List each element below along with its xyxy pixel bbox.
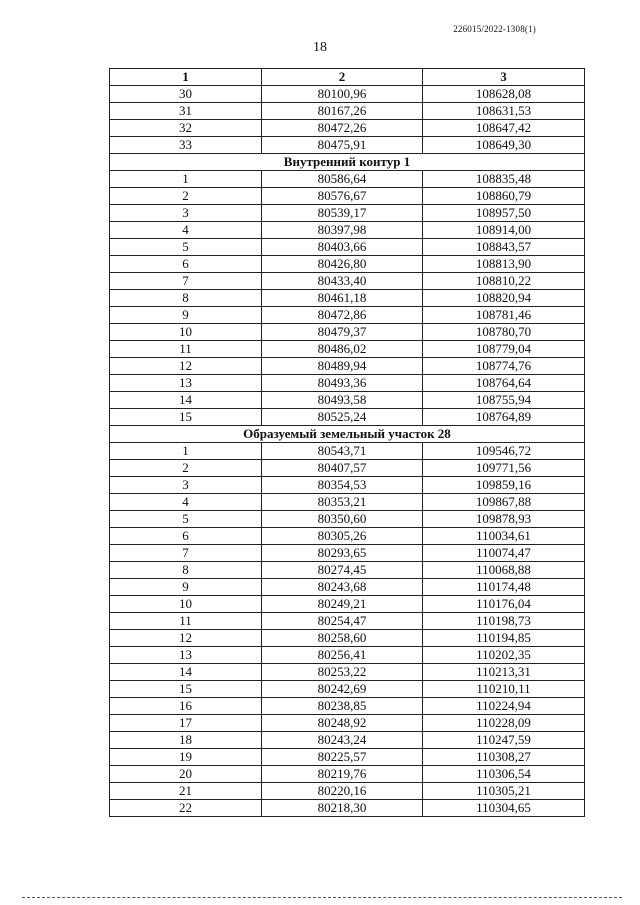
y-coordinate: 110194,85: [423, 630, 585, 647]
x-coordinate: 80243,68: [262, 579, 423, 596]
table-row: [110, 681, 585, 698]
x-coordinate: 80461,18: [262, 290, 423, 307]
table-row: [110, 307, 585, 324]
point-number: 32: [110, 120, 262, 137]
y-coordinate: 108628,08: [423, 86, 585, 103]
point-number: 4: [110, 494, 262, 511]
table-row: [110, 647, 585, 664]
y-coordinate: 110305,21: [423, 783, 585, 800]
point-number: 33: [110, 137, 262, 154]
table-row: [110, 222, 585, 239]
point-number: 1: [110, 443, 262, 460]
page-number: 18: [313, 40, 327, 55]
table-row: [110, 630, 585, 647]
table-row: [110, 392, 585, 409]
y-coordinate: 108647,42: [423, 120, 585, 137]
section-title: Образуемый земельный участок 28: [110, 426, 585, 443]
point-number: 3: [110, 205, 262, 222]
x-coordinate: 80354,53: [262, 477, 423, 494]
y-coordinate: 110304,65: [423, 800, 585, 817]
x-coordinate: 80543,71: [262, 443, 423, 460]
y-coordinate: 110247,59: [423, 732, 585, 749]
point-number: 12: [110, 630, 262, 647]
y-coordinate: 108649,30: [423, 137, 585, 154]
point-number: 1: [110, 171, 262, 188]
y-coordinate: 108810,22: [423, 273, 585, 290]
x-coordinate: 80167,26: [262, 103, 423, 120]
x-coordinate: 80225,57: [262, 749, 423, 766]
x-coordinate: 80293,65: [262, 545, 423, 562]
table-row: [110, 205, 585, 222]
x-coordinate: 80475,91: [262, 137, 423, 154]
table-row: [110, 698, 585, 715]
header-col-3: 3: [423, 69, 585, 86]
table-row: [110, 409, 585, 426]
point-number: 16: [110, 698, 262, 715]
y-coordinate: 109878,93: [423, 511, 585, 528]
point-number: 13: [110, 647, 262, 664]
table-row: [110, 341, 585, 358]
y-coordinate: 108957,50: [423, 205, 585, 222]
table-row: [110, 783, 585, 800]
table-body: [110, 86, 585, 817]
y-coordinate: 110202,35: [423, 647, 585, 664]
table-row: [110, 273, 585, 290]
x-coordinate: 80100,96: [262, 86, 423, 103]
table-row: [110, 375, 585, 392]
point-number: 7: [110, 545, 262, 562]
table-row: [110, 528, 585, 545]
point-number: 11: [110, 613, 262, 630]
x-coordinate: 80493,58: [262, 392, 423, 409]
y-coordinate: 108813,90: [423, 256, 585, 273]
point-number: 2: [110, 460, 262, 477]
coordinates-table: [109, 68, 585, 817]
y-coordinate: 110213,31: [423, 664, 585, 681]
x-coordinate: 80305,26: [262, 528, 423, 545]
y-coordinate: 110176,04: [423, 596, 585, 613]
x-coordinate: 80243,24: [262, 732, 423, 749]
point-number: 18: [110, 732, 262, 749]
x-coordinate: 80525,24: [262, 409, 423, 426]
point-number: 20: [110, 766, 262, 783]
x-coordinate: 80350,60: [262, 511, 423, 528]
y-coordinate: 108914,00: [423, 222, 585, 239]
table-row: [110, 86, 585, 103]
footer-line: [22, 897, 622, 898]
point-number: 12: [110, 358, 262, 375]
table-row: [110, 511, 585, 528]
y-coordinate: 108820,94: [423, 290, 585, 307]
x-coordinate: 80407,57: [262, 460, 423, 477]
point-number: 4: [110, 222, 262, 239]
y-coordinate: 110224,94: [423, 698, 585, 715]
point-number: 15: [110, 681, 262, 698]
y-coordinate: 110198,73: [423, 613, 585, 630]
x-coordinate: 80426,80: [262, 256, 423, 273]
y-coordinate: 108764,64: [423, 375, 585, 392]
table-row: [110, 324, 585, 341]
table-row: [110, 545, 585, 562]
x-coordinate: 80274,45: [262, 562, 423, 579]
y-coordinate: 110228,09: [423, 715, 585, 732]
x-coordinate: 80238,85: [262, 698, 423, 715]
header-col-2: 2: [262, 69, 423, 86]
point-number: 6: [110, 256, 262, 273]
section-row: [110, 154, 585, 171]
x-coordinate: 80220,16: [262, 783, 423, 800]
x-coordinate: 80219,76: [262, 766, 423, 783]
x-coordinate: 80586,64: [262, 171, 423, 188]
table-row: [110, 256, 585, 273]
point-number: 14: [110, 392, 262, 409]
table-row: [110, 188, 585, 205]
header-col-1: 1: [110, 69, 262, 86]
x-coordinate: 80242,69: [262, 681, 423, 698]
table-row: [110, 732, 585, 749]
x-coordinate: 80258,60: [262, 630, 423, 647]
point-number: 10: [110, 324, 262, 341]
x-coordinate: 80489,94: [262, 358, 423, 375]
y-coordinate: 110306,54: [423, 766, 585, 783]
y-coordinate: 109867,88: [423, 494, 585, 511]
x-coordinate: 80472,86: [262, 307, 423, 324]
section-row: [110, 426, 585, 443]
point-number: 2: [110, 188, 262, 205]
y-coordinate: 108843,57: [423, 239, 585, 256]
y-coordinate: 109546,72: [423, 443, 585, 460]
point-number: 17: [110, 715, 262, 732]
table-row: [110, 239, 585, 256]
x-coordinate: 80397,98: [262, 222, 423, 239]
point-number: 11: [110, 341, 262, 358]
y-coordinate: 108764,89: [423, 409, 585, 426]
point-number: 22: [110, 800, 262, 817]
point-number: 9: [110, 579, 262, 596]
x-coordinate: 80479,37: [262, 324, 423, 341]
table-row: [110, 120, 585, 137]
table-row: [110, 766, 585, 783]
table-row: [110, 579, 585, 596]
y-coordinate: 110174,48: [423, 579, 585, 596]
y-coordinate: 108779,04: [423, 341, 585, 358]
x-coordinate: 80576,67: [262, 188, 423, 205]
point-number: 10: [110, 596, 262, 613]
point-number: 13: [110, 375, 262, 392]
table-row: [110, 715, 585, 732]
table-row: [110, 460, 585, 477]
header-row: [110, 69, 585, 86]
table-row: [110, 800, 585, 817]
y-coordinate: 108835,48: [423, 171, 585, 188]
table-row: [110, 103, 585, 120]
point-number: 9: [110, 307, 262, 324]
x-coordinate: 80493,36: [262, 375, 423, 392]
y-coordinate: 110068,88: [423, 562, 585, 579]
table-row: [110, 749, 585, 766]
x-coordinate: 80256,41: [262, 647, 423, 664]
point-number: 5: [110, 239, 262, 256]
document-number: 226015/2022-1308(1): [453, 24, 536, 34]
x-coordinate: 80254,47: [262, 613, 423, 630]
x-coordinate: 80539,17: [262, 205, 423, 222]
y-coordinate: 108780,70: [423, 324, 585, 341]
y-coordinate: 108860,79: [423, 188, 585, 205]
table-row: [110, 443, 585, 460]
table-row: [110, 494, 585, 511]
y-coordinate: 108774,76: [423, 358, 585, 375]
y-coordinate: 109771,56: [423, 460, 585, 477]
y-coordinate: 108781,46: [423, 307, 585, 324]
point-number: 14: [110, 664, 262, 681]
x-coordinate: 80253,22: [262, 664, 423, 681]
x-coordinate: 80249,21: [262, 596, 423, 613]
section-title: Внутренний контур 1: [110, 154, 585, 171]
y-coordinate: 110308,27: [423, 749, 585, 766]
point-number: 5: [110, 511, 262, 528]
x-coordinate: 80472,26: [262, 120, 423, 137]
point-number: 8: [110, 290, 262, 307]
y-coordinate: 110210,11: [423, 681, 585, 698]
y-coordinate: 109859,16: [423, 477, 585, 494]
x-coordinate: 80353,21: [262, 494, 423, 511]
x-coordinate: 80403,66: [262, 239, 423, 256]
y-coordinate: 108755,94: [423, 392, 585, 409]
point-number: 30: [110, 86, 262, 103]
x-coordinate: 80248,92: [262, 715, 423, 732]
table-row: [110, 358, 585, 375]
table-row: [110, 290, 585, 307]
table-row: [110, 613, 585, 630]
table-row: [110, 664, 585, 681]
point-number: 7: [110, 273, 262, 290]
point-number: 31: [110, 103, 262, 120]
table-row: [110, 137, 585, 154]
table-row: [110, 596, 585, 613]
x-coordinate: 80433,40: [262, 273, 423, 290]
point-number: 19: [110, 749, 262, 766]
point-number: 6: [110, 528, 262, 545]
point-number: 21: [110, 783, 262, 800]
table-header: [110, 69, 585, 86]
table-row: [110, 562, 585, 579]
table-row: [110, 171, 585, 188]
y-coordinate: 110074,47: [423, 545, 585, 562]
point-number: 15: [110, 409, 262, 426]
y-coordinate: 110034,61: [423, 528, 585, 545]
table-row: [110, 477, 585, 494]
point-number: 3: [110, 477, 262, 494]
y-coordinate: 108631,53: [423, 103, 585, 120]
point-number: 8: [110, 562, 262, 579]
x-coordinate: 80486,02: [262, 341, 423, 358]
x-coordinate: 80218,30: [262, 800, 423, 817]
